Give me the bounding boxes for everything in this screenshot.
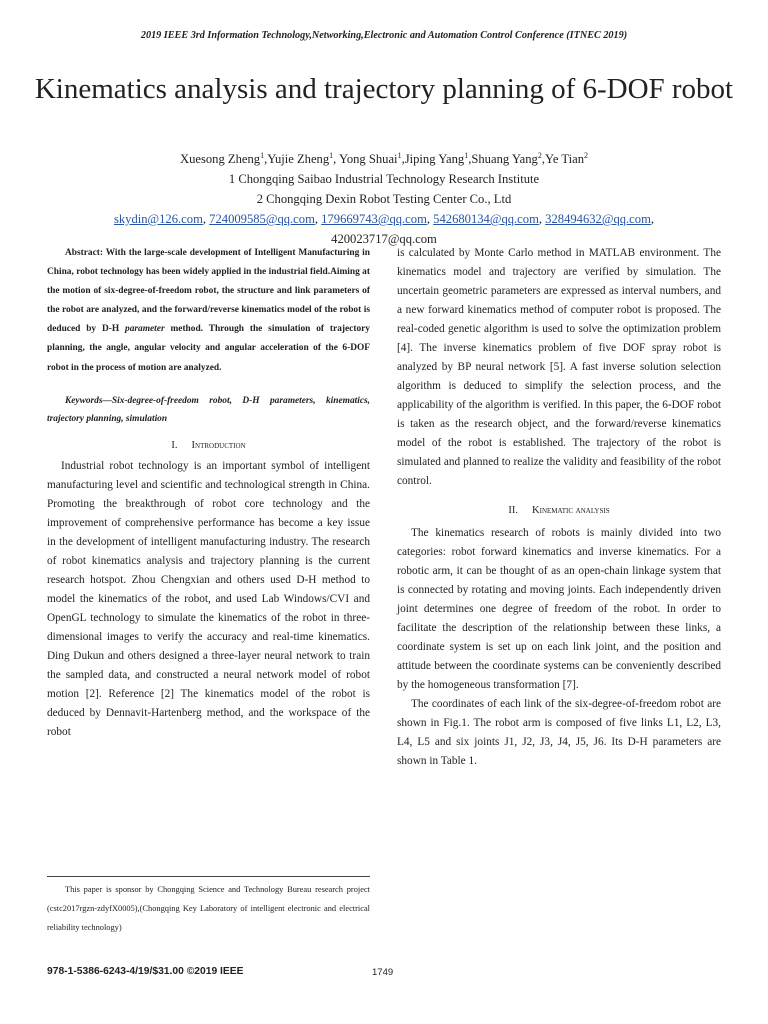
author-affiliation-mark: 1 [464, 150, 469, 160]
kinematics-paragraph-2: The coordinates of each link of the six-degree-of-freedom robot are shown in Fig.1. The robot arm is composed of five links L1, L2, L3, L4, L5 and six joints J1, J2, J3, J4, J5, J6. Its D-H parameters are shown in Table 1. [397, 698, 721, 767]
section-heading-kinematic-analysis [397, 505, 721, 516]
section-title: Introduction [191, 439, 246, 451]
kinematics-paragraph-1: The kinematics research of robots is mainly divided into two categories: robot forward kinematics and inverse kinematics. For a robotic arm, it can be thought of as an open-chain linkage system that is connected by rotating and moving joints. Each independently driven joint determines one degree of freedom of the robot. In order to facilitate the description of the relationship between these links, a coordinate system is set up on each link joint, and the position and attitude between the coordinate systems can be conveniently described by the homogeneous transformation [7]. [397, 527, 721, 691]
email-link[interactable]: 542680134@qq.com [433, 212, 539, 226]
section-heading-introduction [47, 440, 370, 451]
author-name: Jiping Yang [404, 152, 465, 166]
introduction-paragraph: Industrial robot technology is an important symbol of intelligent manufacturing level and scientific and technological strength in China. Promoting the breakthrough of robot core technology and the improvement of comprehensive performance has become a key issue in the development of intelligent manufacturing industry. The research of robot kinematics analysis and trajectory planning is the current research hotspot. Zhou Chengxian and others used D-H method to model the kinematics of the robot, and used Lab Windows/CVI and OpenGL technology to simulate the kinematics of the robot in three-dimensional images to verify the accuracy and real-time kinematics. Ding Dukun and others designed a three-layer neural network to train the sampled data, and constructed a neural network model of robot motion [2]. Reference [2] The kinematics model of the robot is deduced by Dennavit-Hartenberg method, and the workspace of the robot [47, 459, 370, 738]
affiliation-1: 1 Chongqing Saibao Industrial Technology Research Institute [228, 172, 540, 186]
conference-header: 2019 IEEE 3rd Information Technology,Networking,Electronic and Automation Control Conference (ITNEC 2019) [140, 30, 628, 41]
author-name: Yong Shuai [339, 152, 398, 166]
author-affiliation-mark: 2 [584, 150, 588, 160]
footnote-divider [47, 876, 370, 877]
author-name: Ye Tian [545, 152, 584, 166]
author-affiliation-mark: 2 [537, 150, 542, 160]
author-affiliation-mark: 1 [329, 150, 334, 160]
email-link[interactable]: skydin@126.com [113, 212, 203, 226]
section-number: I. [171, 439, 178, 451]
author-list: Xuesong Zheng$^1$,Yujie Zheng$^1$, Yong Shuai$^1$,Jiping Yang$^1$,Shuang Yang$^2$,Ye Tian$^2$ [179, 150, 588, 166]
author-affiliation-mark: 1 [397, 150, 402, 160]
page-number: 1749 [372, 967, 394, 978]
author-block [30, 149, 738, 249]
section-number: II. [508, 505, 519, 516]
email-link[interactable]: 724009585@qq.com [209, 212, 315, 226]
abstract: Abstract: With the large-scale development of Intelligent Manufacturing in China, robot technology has been widely applied in the industrial field.Aiming at the motion of six-degree-of-freedom robot, the structure and link parameters of the robot are analyzed, and the forward/reverse kinematics model of the robot is deduced by D-H parameter method. Through the simulation of trajectory planning, the angle, angular velocity and angular acceleration of the 6-DOF robot in the process of motion are analyzed. [47, 248, 370, 373]
email-link[interactable]: 179669743@qq.com [321, 212, 427, 226]
section-title: Kinematic analysis [532, 505, 610, 516]
author-name: Xuesong Zheng [179, 152, 261, 166]
footnote: This paper is sponsor by Chongqing Science and Technology Bureau research project (cstc2017rgzn-zdyfX0005),(Chongqing Key Laboratory of intelligent electronic and electrical reliability technology) [47, 885, 370, 932]
paper-title: Kinematics analysis and trajectory planning of 6-DOF robot [34, 73, 734, 105]
copyright-isbn: 978-1-5386-6243-4/19/$31.00 ©2019 IEEE [47, 966, 244, 977]
email-link[interactable]: 328494632@qq.com [545, 212, 651, 226]
email-list: skydin@126.com, 724009585@qq.com, 179669743@qq.com, 542680134@qq.com, 328494632@qq.com, 420023717@qq.com [113, 212, 655, 246]
author-name: Shuang Yang [471, 152, 538, 166]
right-column [397, 244, 721, 771]
keywords: Keywords—Six-degree-of-freedom robot, D-H parameters, kinematics, trajectory planning, simulation [47, 395, 370, 424]
left-column [47, 244, 370, 742]
abstract-italic-word: parameter [125, 324, 165, 335]
email-plain: 420023717@qq.com [331, 232, 437, 246]
introduction-continued-paragraph: is calculated by Monte Carlo method in MATLAB environment. The kinematics model and trajectory are verified by simulation. The uncertain geometric parameters are expressed as interval numbers, and a new forward kinematics method of computer robot is proposed. The real-coded genetic algorithm is used to solve the optimization problem [4]. The inverse kinematics problem of five DOF spray robot is analyzed by BP neural network [5]. A fast inverse solution selection algorithm is deduced to simplify the selection process, and the applicability of the algorithm is verified. In this paper, the 6-DOF robot is taken as the research object, and the forward/reverse kinematics model of the robot is established. The trajectory of the robot is simulated and planned to realize the validity and feasibility of the robot control. [397, 247, 721, 487]
author-name: Yujie Zheng [267, 152, 330, 166]
affiliation-2: 2 Chongqing Dexin Robot Testing Center Co., Ltd [256, 192, 512, 206]
author-affiliation-mark: 1 [260, 150, 265, 160]
